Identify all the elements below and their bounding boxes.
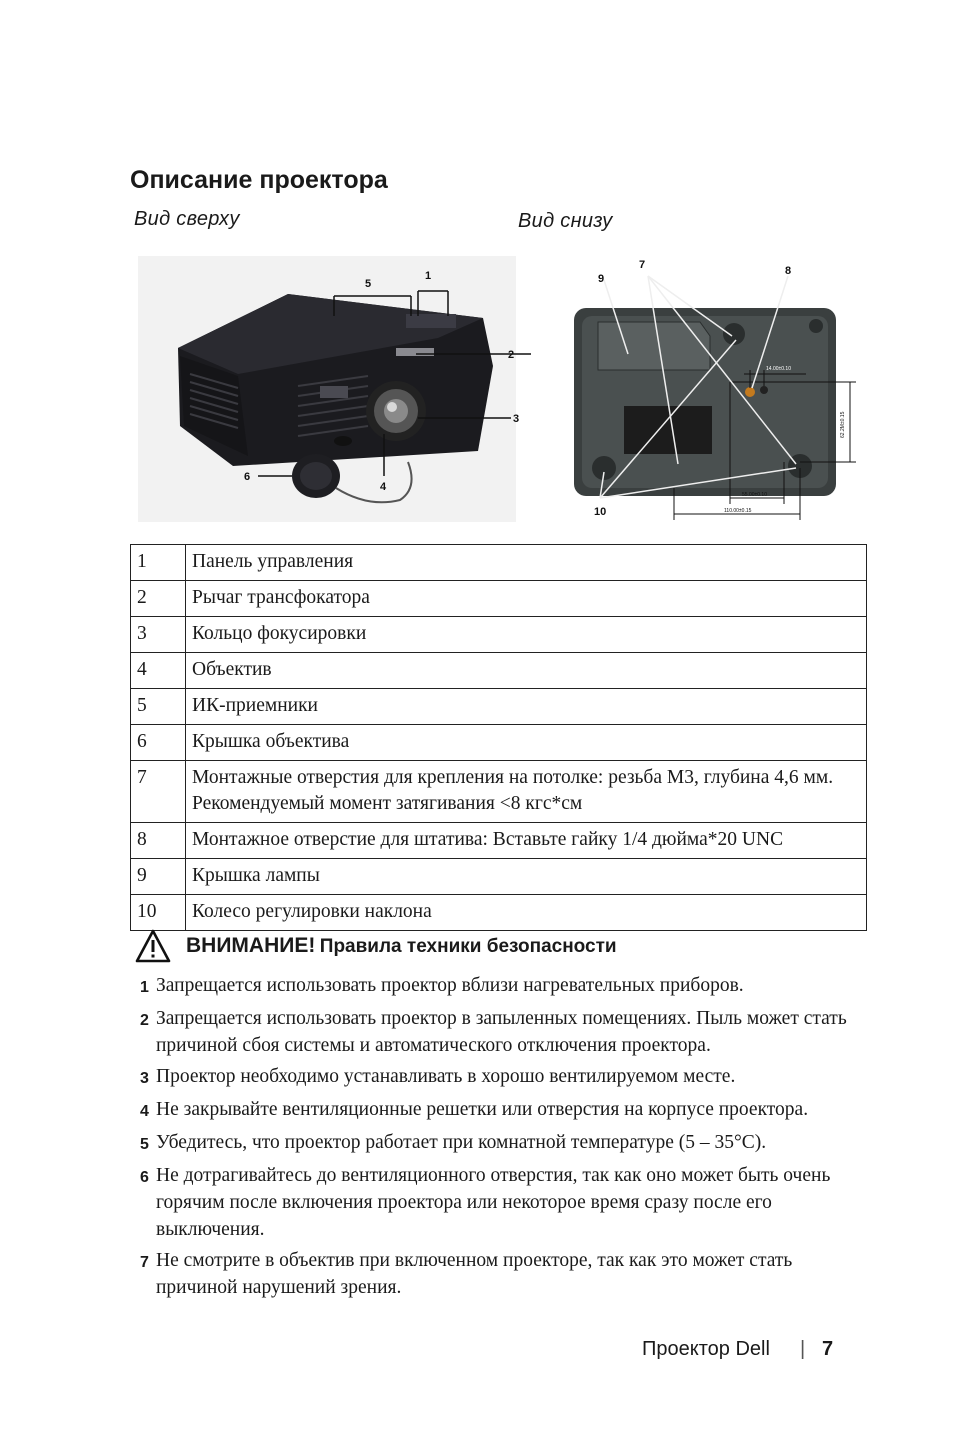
table-row bbox=[131, 761, 867, 823]
rule-number: 5 bbox=[140, 1136, 149, 1153]
part-number: 2 bbox=[131, 581, 186, 617]
part-description: Крышка объектива bbox=[186, 725, 867, 761]
top-view-caption: Вид сверху bbox=[134, 208, 240, 230]
dim-side-label: 62.2M±0.15 bbox=[840, 411, 846, 438]
bottom-view-caption: Вид снизу bbox=[518, 210, 613, 232]
table-row bbox=[131, 617, 867, 653]
page-title: Описание проектора bbox=[130, 166, 388, 194]
table-row bbox=[131, 653, 867, 689]
part-number: 9 bbox=[131, 859, 186, 895]
rule-text: Запрещается использовать проектор в запыленных помещениях. Пыль может стать причиной сбоя системы и автоматического отключения проектора. bbox=[156, 1008, 847, 1056]
table-row bbox=[131, 689, 867, 725]
part-description: Колесо регулировки наклона bbox=[186, 895, 867, 931]
projector-bottom-view-image bbox=[560, 258, 860, 520]
top-callout-5: 5 bbox=[365, 278, 372, 290]
table-row bbox=[131, 725, 867, 761]
part-description: Монтажное отверстие для штатива: Вставьте гайку 1/4 дюйма*20 UNC bbox=[186, 823, 867, 859]
warning-heading bbox=[186, 934, 617, 958]
footer-label: Проектор Dell bbox=[642, 1338, 770, 1360]
top-callout-1: 1 bbox=[425, 270, 432, 282]
bottom-callout-10: 10 bbox=[594, 506, 607, 518]
bottom-callout-8: 8 bbox=[785, 265, 792, 277]
part-number: 7 bbox=[131, 761, 186, 823]
list-item bbox=[140, 972, 870, 1001]
page-number: 7 bbox=[822, 1338, 834, 1360]
bottom-callout-9: 9 bbox=[598, 273, 605, 285]
list-item bbox=[140, 1063, 870, 1092]
warning-title: Правила техники безопасности bbox=[319, 936, 617, 957]
footer-separator: | bbox=[800, 1338, 806, 1360]
part-description: Рычаг трансфокатора bbox=[186, 581, 867, 617]
rule-text: Запрещается использовать проектор вблизи нагревательных приборов. bbox=[156, 975, 744, 996]
rule-number: 3 bbox=[140, 1070, 149, 1087]
top-callout-4: 4 bbox=[380, 481, 387, 493]
bottom-callout-7: 7 bbox=[639, 259, 646, 271]
dim-middle-label: 55.00±0.10 bbox=[742, 492, 767, 498]
part-description: Кольцо фокусировки bbox=[186, 617, 867, 653]
rule-number: 6 bbox=[140, 1169, 149, 1186]
top-callout-6: 6 bbox=[244, 471, 251, 483]
part-number: 8 bbox=[131, 823, 186, 859]
rule-text: Убедитесь, что проектор работает при комнатной температуре (5 – 35°C). bbox=[156, 1132, 767, 1153]
part-number: 6 bbox=[131, 725, 186, 761]
part-number: 10 bbox=[131, 895, 186, 931]
part-number: 3 bbox=[131, 617, 186, 653]
projector-top-view-image bbox=[138, 256, 520, 522]
rule-text: Проектор необходимо устанавливать в хорошо вентилируемом месте. bbox=[156, 1066, 736, 1087]
list-item bbox=[140, 1162, 870, 1243]
part-number: 4 bbox=[131, 653, 186, 689]
top-callout-3: 3 bbox=[513, 413, 520, 425]
part-number: 5 bbox=[131, 689, 186, 725]
warning-label: ВНИМАНИЕ! bbox=[186, 934, 316, 957]
dim-top-label: 14.00±0.10 bbox=[766, 366, 791, 372]
table-row bbox=[131, 581, 867, 617]
part-description: Монтажные отверстия для крепления на потолке: резьба M3, глубина 4,6 мм. Рекомендуемый момент затягивания <8 кгс*см bbox=[186, 761, 867, 823]
table-row bbox=[131, 545, 867, 581]
warning-triangle-icon bbox=[135, 929, 171, 963]
list-item bbox=[140, 1247, 870, 1301]
table-row bbox=[131, 823, 867, 859]
rule-number: 2 bbox=[140, 1012, 149, 1029]
dim-bottom-label: 110.00±0.15 bbox=[724, 508, 752, 514]
part-description: Панель управления bbox=[186, 545, 867, 581]
list-item bbox=[140, 1005, 870, 1059]
top-callout-2: 2 bbox=[508, 349, 515, 361]
rule-number: 7 bbox=[140, 1254, 149, 1271]
rule-text: Не закрывайте вентиляционные решетки или отверстия на корпусе проектора. bbox=[156, 1099, 809, 1120]
list-item bbox=[140, 1129, 870, 1158]
rule-text: Не дотрагивайтесь до вентиляционного отверстия, так как оно может быть очень горячим после включения проектора или некоторое время сразу после его выключения. bbox=[156, 1165, 831, 1240]
part-description: Крышка лампы bbox=[186, 859, 867, 895]
part-description: Объектив bbox=[186, 653, 867, 689]
list-item bbox=[140, 1096, 870, 1125]
part-description: ИК-приемники bbox=[186, 689, 867, 725]
table-row bbox=[131, 895, 867, 931]
part-number: 1 bbox=[131, 545, 186, 581]
rule-number: 4 bbox=[140, 1103, 149, 1120]
table-row bbox=[131, 859, 867, 895]
parts-table bbox=[130, 544, 867, 931]
safety-rules-list bbox=[140, 972, 870, 1305]
rule-text: Не смотрите в объектив при включенном проекторе, так как это может стать причиной нарушений зрения. bbox=[156, 1250, 793, 1298]
rule-number: 1 bbox=[140, 979, 149, 996]
